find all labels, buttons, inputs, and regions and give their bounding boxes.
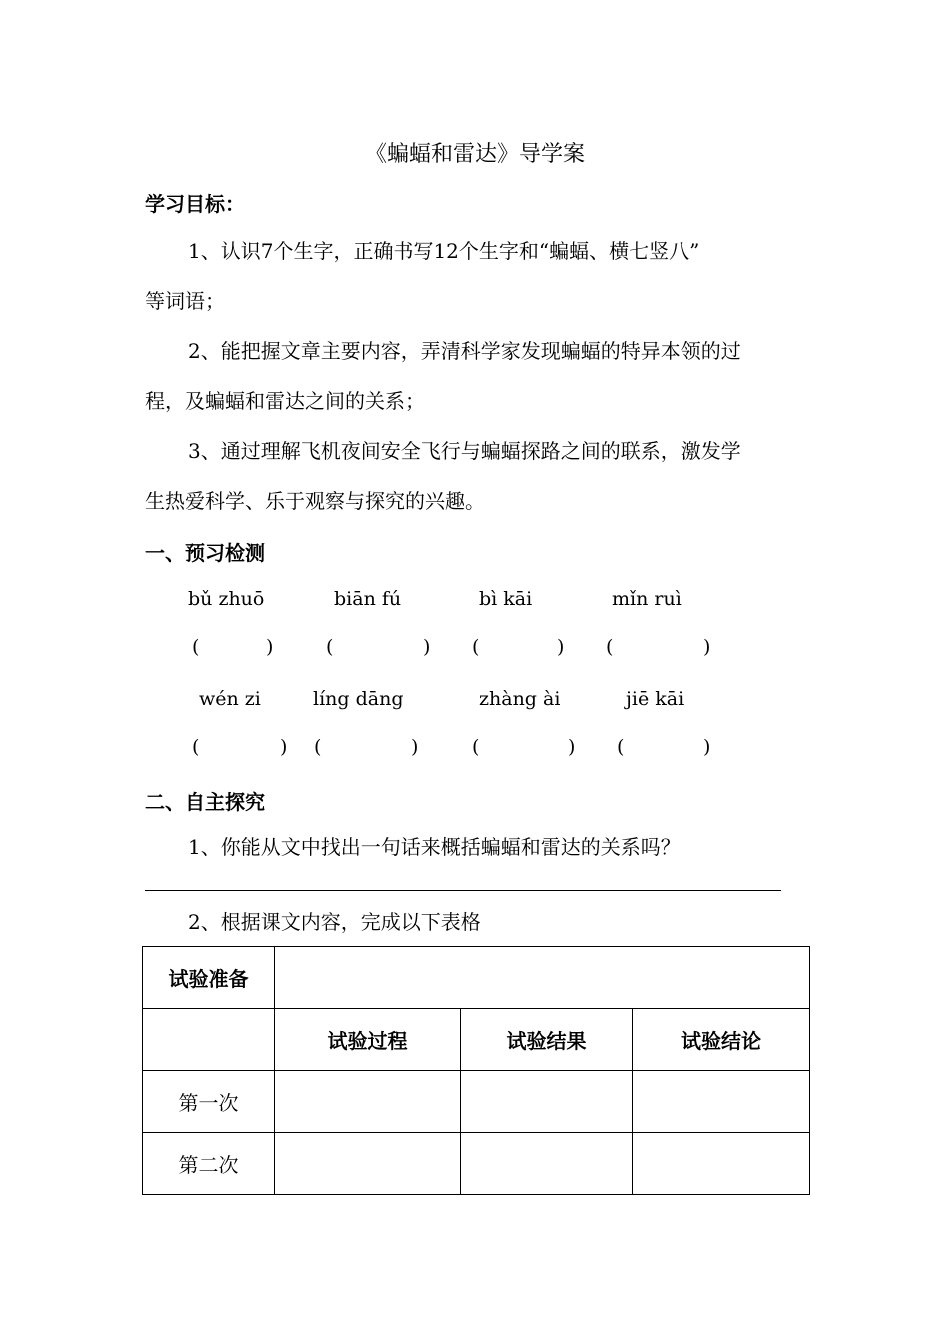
- answer-cell[interactable]: [461, 1133, 633, 1195]
- empty-header-cell: [143, 1009, 275, 1071]
- answer-close-paren: ): [703, 736, 711, 758]
- pinyin-item: mǐn ruì: [612, 588, 682, 610]
- answer-close-paren: ): [703, 636, 711, 658]
- objective-1-line2: 等词语；: [145, 289, 225, 313]
- pinyin-item: biān fú: [334, 588, 402, 610]
- objectives-heading: 学习目标：: [145, 192, 245, 216]
- answer-open-paren: (: [326, 636, 334, 658]
- pinyin-item: bì kāi: [479, 588, 533, 610]
- row-label-first: 第一次: [143, 1071, 275, 1133]
- col-header-result: 试验结果: [461, 1009, 633, 1071]
- answer-open-paren: (: [314, 736, 322, 758]
- answer-open-paren: (: [472, 736, 480, 758]
- answer-line: [145, 890, 781, 891]
- answer-close-paren: ): [411, 736, 419, 758]
- row-label-second: 第二次: [143, 1133, 275, 1195]
- answer-close-paren: ): [423, 636, 431, 658]
- pinyin-item: zhàng ài: [479, 688, 561, 710]
- answer-open-paren: (: [192, 736, 200, 758]
- pinyin-item: líng dāng: [313, 688, 404, 710]
- objective-2-line1: 2、能把握文章主要内容，弄清科学家发现蝙蝠的特异本领的过: [188, 339, 741, 363]
- answer-open-paren: (: [617, 736, 625, 758]
- answer-cell[interactable]: [275, 1071, 461, 1133]
- table-row: [143, 1133, 810, 1195]
- answer-cell[interactable]: [633, 1133, 810, 1195]
- explore-heading: 二、自主探究: [145, 790, 265, 814]
- prep-answer-cell[interactable]: [275, 947, 810, 1009]
- objective-3-line2: 生热爱科学、乐于观察与探究的兴趣。: [145, 489, 485, 513]
- table-row: [143, 1009, 810, 1071]
- table-row: [143, 1071, 810, 1133]
- answer-cell[interactable]: [275, 1133, 461, 1195]
- answer-open-paren: (: [192, 636, 200, 658]
- pinyin-item: bǔ zhuō: [188, 588, 265, 610]
- question-1: 1、你能从文中找出一句话来概括蝙蝠和雷达的关系吗？: [188, 835, 681, 859]
- col-header-conclusion: 试验结论: [633, 1009, 810, 1071]
- answer-close-paren: ): [266, 636, 274, 658]
- objective-3-line1: 3、通过理解飞机夜间安全飞行与蝙蝠探路之间的联系，激发学: [188, 439, 741, 463]
- preview-heading: 一、预习检测: [145, 541, 265, 565]
- answer-cell[interactable]: [461, 1071, 633, 1133]
- answer-cell[interactable]: [633, 1071, 810, 1133]
- col-header-process: 试验过程: [275, 1009, 461, 1071]
- objective-1-line1: 1、认识7个生字，正确书写12个生字和“蝙蝠、横七竖八”: [188, 239, 700, 263]
- answer-close-paren: ): [568, 736, 576, 758]
- pinyin-item: wén zi: [199, 688, 261, 710]
- answer-close-paren: ): [280, 736, 288, 758]
- table-row: [143, 947, 810, 1009]
- answer-open-paren: (: [606, 636, 614, 658]
- pinyin-item: jiē kāi: [626, 688, 685, 710]
- page-title: 《蝙蝠和雷达》导学案: [364, 142, 585, 167]
- answer-close-paren: ): [557, 636, 565, 658]
- prep-label-cell: 试验准备: [143, 947, 275, 1009]
- answer-open-paren: (: [472, 636, 480, 658]
- question-2: 2、根据课文内容，完成以下表格: [188, 910, 481, 934]
- objective-2-line2: 程，及蝙蝠和雷达之间的关系；: [145, 389, 425, 413]
- experiment-table: [142, 946, 810, 1195]
